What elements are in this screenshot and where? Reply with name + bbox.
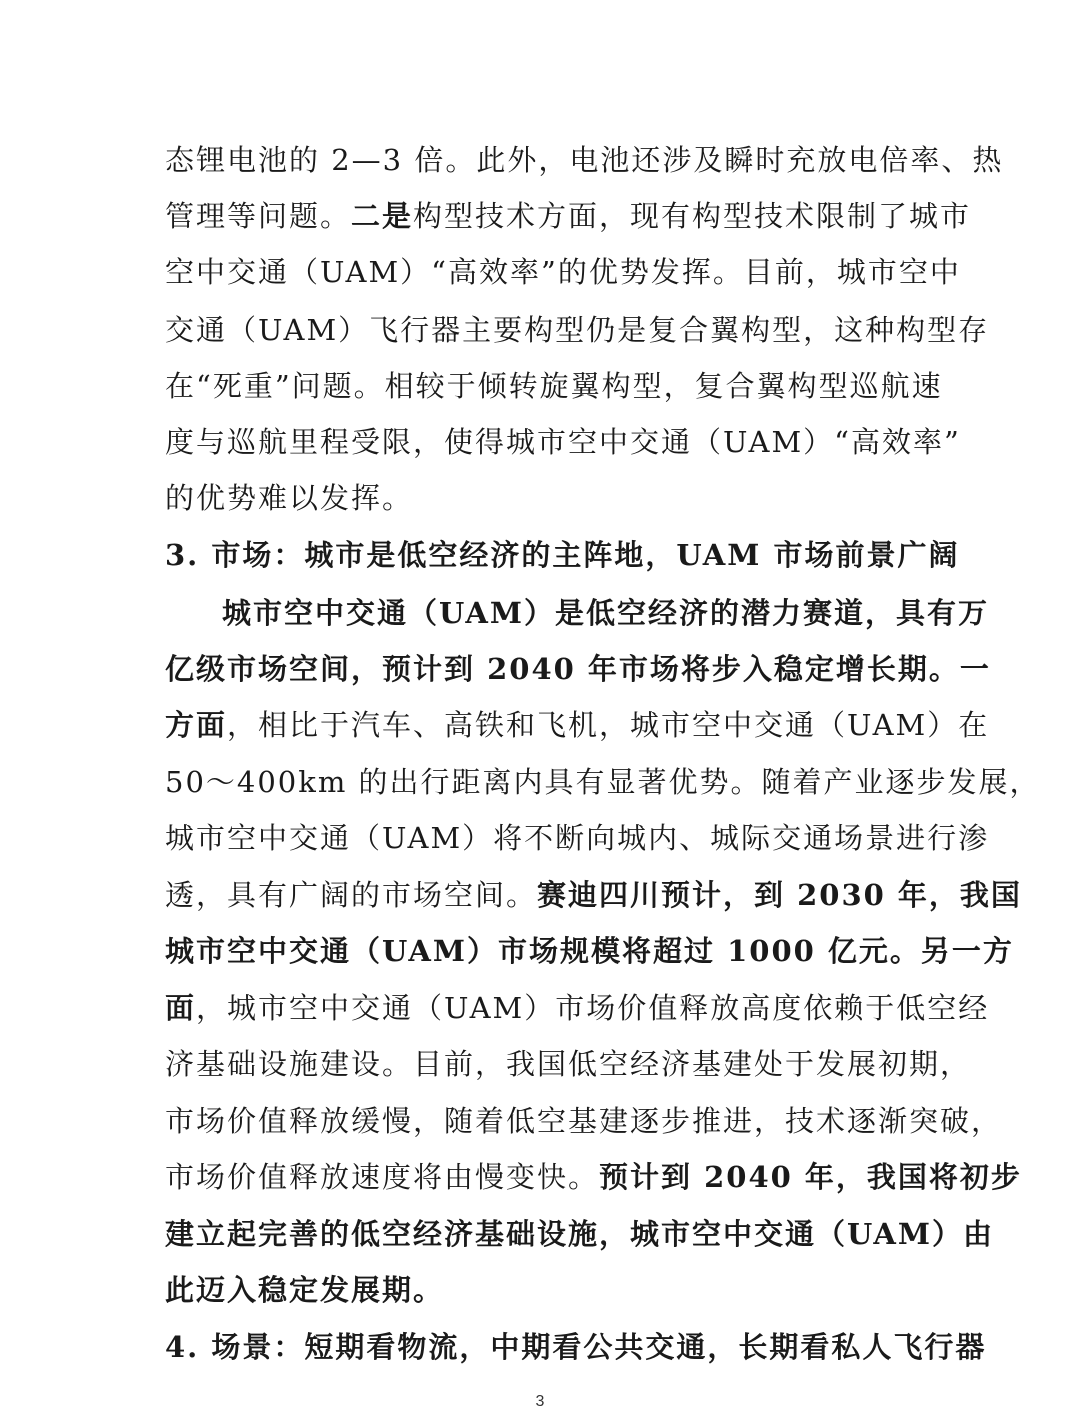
text-run: 透，具有广阔的市场空间。 [165,878,538,912]
paragraph-line [165,422,961,462]
text-run: 交通（UAM）飞行器主要构型仍是复合翼构型，这种构型存 [165,313,990,347]
text-run: 态锂电池的 2—3 倍。此外，电池还涉及瞬时充放电倍率、热 [165,143,1004,177]
paragraph-line [165,931,1014,971]
paragraph-line [165,1270,915,1310]
page-number: 3 [535,1393,545,1410]
paragraph-line [165,875,1022,915]
bold-text-run: 亿级市场空间，预计到 2040 年市场将步入稳定增长期。一 [165,652,991,686]
section-heading: 3. 市场：城市是低空经济的主阵地，UAM 市场前景广阔 [165,538,960,572]
paragraph-line [165,1214,995,1254]
bold-text-run: 预计到 2040 年，我国将初步 [599,1160,1022,1194]
text-run: 50～400km 的出行距离内具有显著优势。随着产业逐步发展， [165,765,1041,799]
paragraph-line [165,649,991,689]
paragraph-line [165,366,943,406]
text-run: 度与巡航里程受限，使得城市空中交通（UAM）“高效率” [165,425,961,459]
paragraph-line [165,818,990,858]
text-run: 市场价值释放缓慢，随着低空基建逐步推进，技术逐渐突破， [165,1104,1003,1138]
paragraph-line [165,762,1041,802]
section-heading: 4. 场景：短期看物流，中期看公共交通，长期看私人飞行器 [165,1330,987,1364]
text-run: 管理等问题。 [165,199,352,233]
text-run: ，相比于汽车、高铁和飞机，城市空中交通（UAM）在 [227,708,990,742]
bold-text-run: 二是 [351,199,414,233]
bold-text-run: 方面 [165,708,228,742]
paragraph-line [165,478,915,518]
bold-text-run: 建立起完善的低空经济基础设施，城市空中交通（UAM）由 [165,1217,995,1251]
text-run: 济基础设施建设。目前，我国低空经济基建处于发展初期， [165,1047,972,1081]
text-run: 在“死重”问题。相较于倾转旋翼构型，复合翼构型巡航速 [165,369,943,403]
paragraph-line [165,988,990,1028]
text-run: ，城市空中交通（UAM）市场价值释放高度依赖于低空经 [196,991,990,1025]
paragraph-line [165,140,1004,180]
bold-text-run: 面 [165,991,197,1025]
text-run: 的优势难以发挥。 [165,481,414,515]
bold-text-run: 赛迪四川预计，到 2030 年，我国 [537,878,1022,912]
text-run: 城市空中交通（UAM）将不断向城内、城际交通场景进行渗 [165,821,990,855]
text-run: 空中交通（UAM）“高效率”的优势发挥。目前，城市空中 [165,255,961,289]
paragraph-line [165,196,972,236]
text-run: 市场价值释放速度将由慢变快。 [165,1160,600,1194]
paragraph-line [222,593,990,633]
bold-text-run: 此迈入稳定发展期。 [165,1273,445,1307]
text-run: 构型技术方面，现有构型技术限制了城市 [413,199,972,233]
paragraph-line [165,310,990,350]
paragraph-line [165,705,990,745]
bold-text-run: 城市空中交通（UAM）市场规模将超过 1000 亿元。另一方 [165,934,1014,968]
paragraph-line [165,252,961,292]
bold-text-run: 城市空中交通（UAM）是低空经济的潜力赛道，具有万 [222,596,990,630]
paragraph-line [165,1157,1022,1197]
paragraph-line [165,1101,1003,1141]
paragraph-line [165,1044,972,1084]
